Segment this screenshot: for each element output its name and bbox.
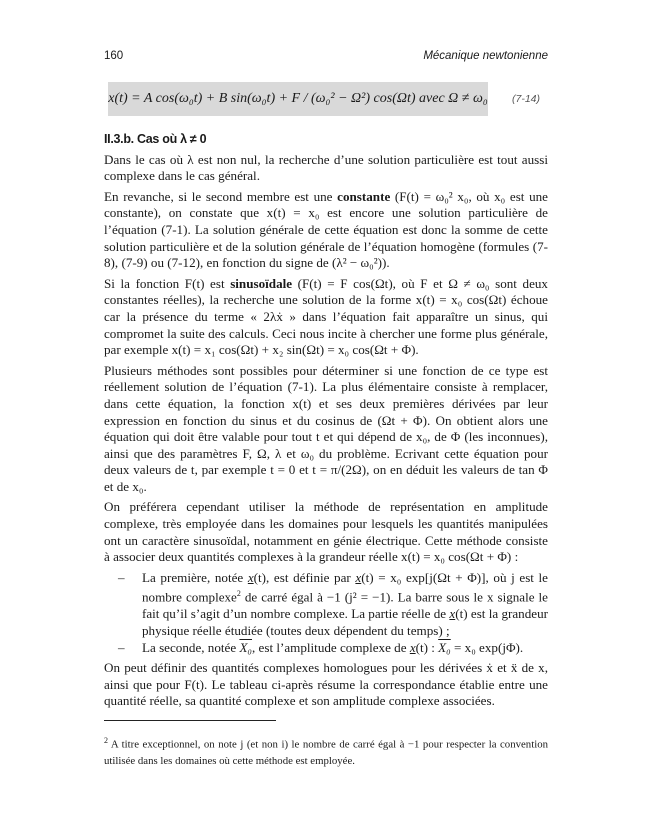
text: (t) est la grandeur physique réelle étudiée (toutes deux dépendent du temps) ;: [142, 606, 548, 638]
list-item: [104, 640, 548, 657]
paragraph: Dans le cas où λ est non nul, la recherche d’une solution particulière est tout aussi complexe dans le cas général.: [104, 151, 548, 184]
complex-var: x: [409, 639, 416, 655]
text: (F(t) = ω₀² x₀, où x₀ est une constante), on constate que x(t) = x₀ est encore une solution particulière de l’équation (7-1). La solution générale de cette équation est donc la somme de cette solution particulière et de la solution générale de l’équation homogène (formules (7-8), (7-9) ou (7-12), en fonction du signe de (λ² − ω₀²)).: [104, 188, 548, 271]
dash-bullet: –: [118, 569, 125, 585]
running-title: Mécanique newtonienne: [423, 50, 548, 62]
text: de carré égal à −1 (j² = −1). La barre sous le x signale le fait qu’il s’agit d’un nombre complexe. La partie réelle de: [142, 589, 548, 622]
footnote-ref[interactable]: 2: [236, 589, 241, 599]
text: , est l’amplitude complexe de: [252, 639, 410, 655]
equation-number: (7-14): [512, 93, 541, 105]
text: (F(t) = F cos(Ωt), où F et Ω ≠ ω₀ sont deux constantes réelles), la recherche une solution de la forme x(t) = x₀ cos(Ωt) échoue car la présence du terme « 2λẋ » dans l’équation fait apparaître un sinus, qui compromet la suite des calculs. Ceci nous incite à chercher une forme plus générale, par exemple x(t) = x₁ cos(Ωt) + x₂ sin(Ωt) = x₀ cos(Ωt + Φ).: [104, 275, 548, 358]
paragraph: [104, 276, 548, 359]
footnote-mark: 2: [104, 736, 108, 745]
list-item: [104, 570, 548, 640]
paragraph: On préférera cependant utiliser la méthode de représentation en amplitude complexe, très employée dans les domaines pour lesquels les quantités manipulées ont un caractère sinusoïdal, notamment en génie électrique. Cette méthode consiste à associer deux quantités complexes à la grandeur réelle x(t) = x₀ cos(Ωt + Φ) :: [104, 499, 548, 565]
page-number: 160: [104, 50, 124, 62]
footnote-divider: [104, 720, 276, 721]
text: Si la fonction F(t) est: [104, 275, 231, 291]
complex-var: x: [355, 569, 362, 585]
page-header: [104, 50, 548, 62]
paragraph: On peut définir des quantités complexes homologues pour les dérivées ẋ et ẍ de x, ainsi que pour F(t). Le tableau ci-après résume la correspondance établie entre une quantité réelle, sa quantité complexe et son amplitude complexe associées.: [104, 660, 548, 709]
footnote-text: A titre exceptionnel, on note j (et non i) le nombre de carré égal à −1 pour respecter la convention utilisée dans les domaines où cette méthode est employée.: [104, 738, 548, 767]
complex-var: x: [247, 569, 254, 585]
text: En revanche, si le second membre est une: [104, 188, 338, 204]
text: (t) = x₀ exp[j(Ωt + Φ)], où j est le nombre complexe: [142, 569, 548, 605]
dash-bullet: –: [118, 639, 125, 655]
paragraph: Plusieurs méthodes sont possibles pour déterminer si une fonction de ce type est réellement solution de l’équation (7-1). La plus élémentaire consiste à remplacer, dans cette équation, la fonction x(t) et ses deux premières dérivées par leur expression en fonction du sinus et du cosinus de (Ωt + Φ). On obtient alors une équation qui doit être valable pour tout t et qui dépend de x₀, de Φ (les inconnues), ainsi que des paramètres F, Ω, λ et ω₀ du problème. Ecrivant cette équation pour deux valeurs de t, par exemple t = 0 et t = π/(2Ω), on en déduit les valeurs de tan Φ et de x₀.: [104, 362, 548, 494]
highlighted-equation: x(t) = A cos(ω₀t) + B sin(ω₀t) + F / (ω₀² − Ω²) cos(Ωt) avec Ω ≠ ω₀: [108, 82, 488, 116]
bold-term: constante: [337, 188, 391, 204]
text: (t), est définie par: [253, 569, 356, 585]
text: La seconde, notée: [142, 639, 240, 655]
footnote: [104, 733, 548, 769]
dash-list: [104, 570, 548, 656]
paragraph: [104, 189, 548, 272]
complex-amplitude: X₀: [239, 639, 252, 655]
complex-amplitude: X₀: [438, 639, 451, 655]
text: = x₀ exp(jΦ).: [450, 639, 524, 655]
complex-var: x: [449, 606, 456, 622]
text: La première, notée: [142, 569, 248, 585]
bold-term: sinusoïdale: [230, 275, 293, 291]
section-heading: II.3.b. Cas où λ ≠ 0: [104, 132, 207, 146]
text: (t) :: [415, 639, 439, 655]
main-text: [104, 131, 548, 714]
